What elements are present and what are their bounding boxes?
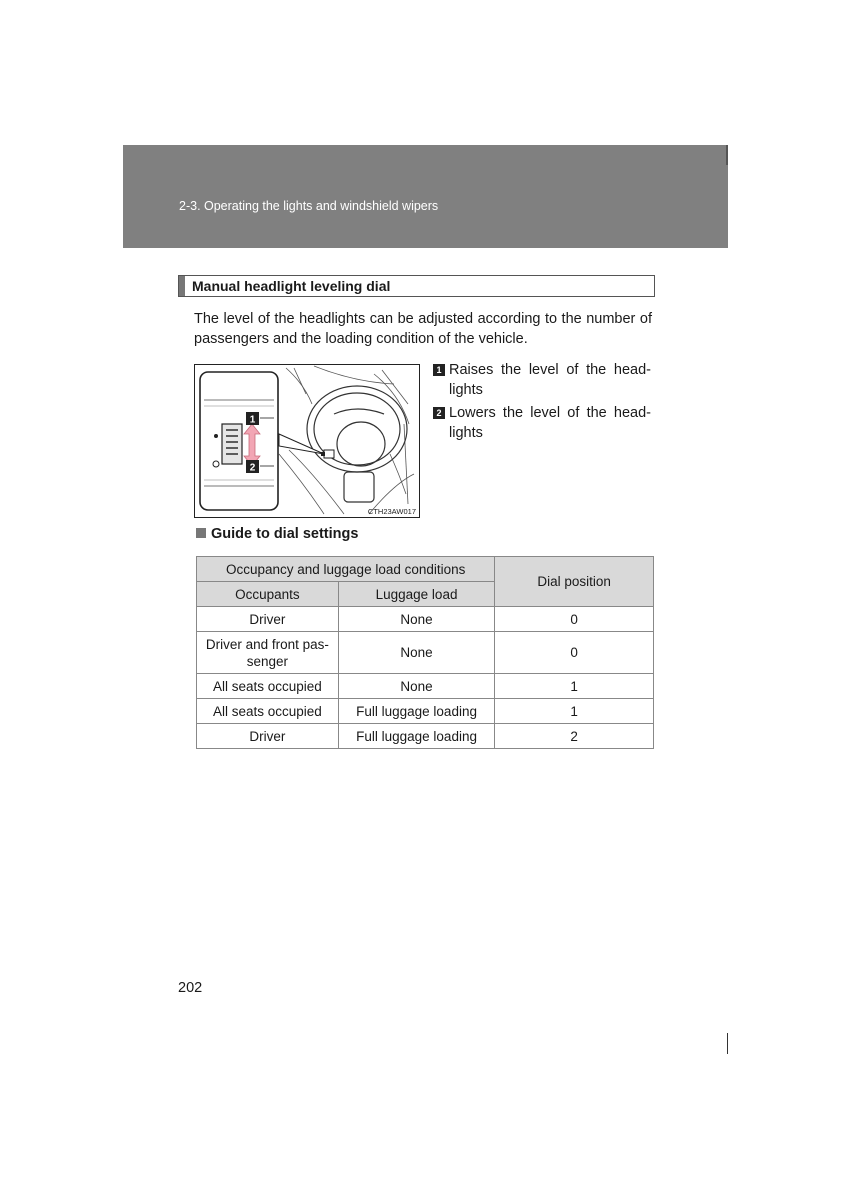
occupants-cell: Driver and front pas-senger (197, 632, 339, 674)
headlight-dial-illustration (194, 364, 420, 518)
occupants-cell: All seats occupied (197, 699, 339, 724)
page-number: 202 (178, 980, 203, 996)
callout-text: Raises the level of the head-lights (449, 362, 651, 398)
occupants-cell: All seats occupied (197, 674, 339, 699)
section-title-bar (179, 276, 185, 296)
table-header-row (197, 557, 654, 582)
callout-list (433, 360, 651, 446)
intro-paragraph: The level of the headlights can be adjusted according to the number of passengers and the loading condition of the vehicle. (194, 311, 652, 347)
chapter-header (123, 145, 728, 248)
luggage-cell: None (338, 632, 495, 674)
occupants-cell: Driver (197, 724, 339, 749)
callout-item (433, 403, 651, 443)
header-tick-mark (726, 145, 728, 165)
guide-heading-text: Guide to dial settings (211, 526, 359, 542)
dial-cell: 2 (495, 724, 654, 749)
table-row (197, 699, 654, 724)
callout-badge: 2 (433, 407, 445, 419)
dial-cell: 1 (495, 674, 654, 699)
table-row (197, 724, 654, 749)
dial-settings-table (196, 556, 654, 749)
figure-code: CTH23AW017 (367, 507, 416, 516)
table-row (197, 607, 654, 632)
occupants-header: Occupants (197, 582, 339, 607)
callout-badge: 1 (433, 364, 445, 376)
margin-tick-mark (727, 1033, 728, 1054)
dial-cell: 1 (495, 699, 654, 724)
figure-badge-2: 2 (249, 462, 256, 474)
occupants-cell: Driver (197, 607, 339, 632)
luggage-cell: None (338, 674, 495, 699)
dial-position-header: Dial position (495, 557, 654, 607)
luggage-cell: None (338, 607, 495, 632)
guide-heading (196, 526, 358, 542)
luggage-header: Luggage load (338, 582, 495, 607)
callout-item (433, 360, 651, 400)
chapter-title: 2-3. Operating the lights and windshield wipers (179, 199, 439, 213)
dial-cell: 0 (495, 632, 654, 674)
dial-cell: 0 (495, 607, 654, 632)
group-header: Occupancy and luggage load conditions (197, 557, 495, 582)
luggage-cell: Full luggage loading (338, 724, 495, 749)
table-row (197, 632, 654, 674)
figure-badge-1: 1 (249, 414, 256, 426)
callout-text: Lowers the level of the head-lights (449, 405, 651, 441)
square-bullet-icon (196, 528, 206, 538)
section-title: Manual headlight leveling dial (192, 278, 391, 294)
table-row (197, 674, 654, 699)
section-title-box (178, 275, 655, 297)
luggage-cell: Full luggage loading (338, 699, 495, 724)
